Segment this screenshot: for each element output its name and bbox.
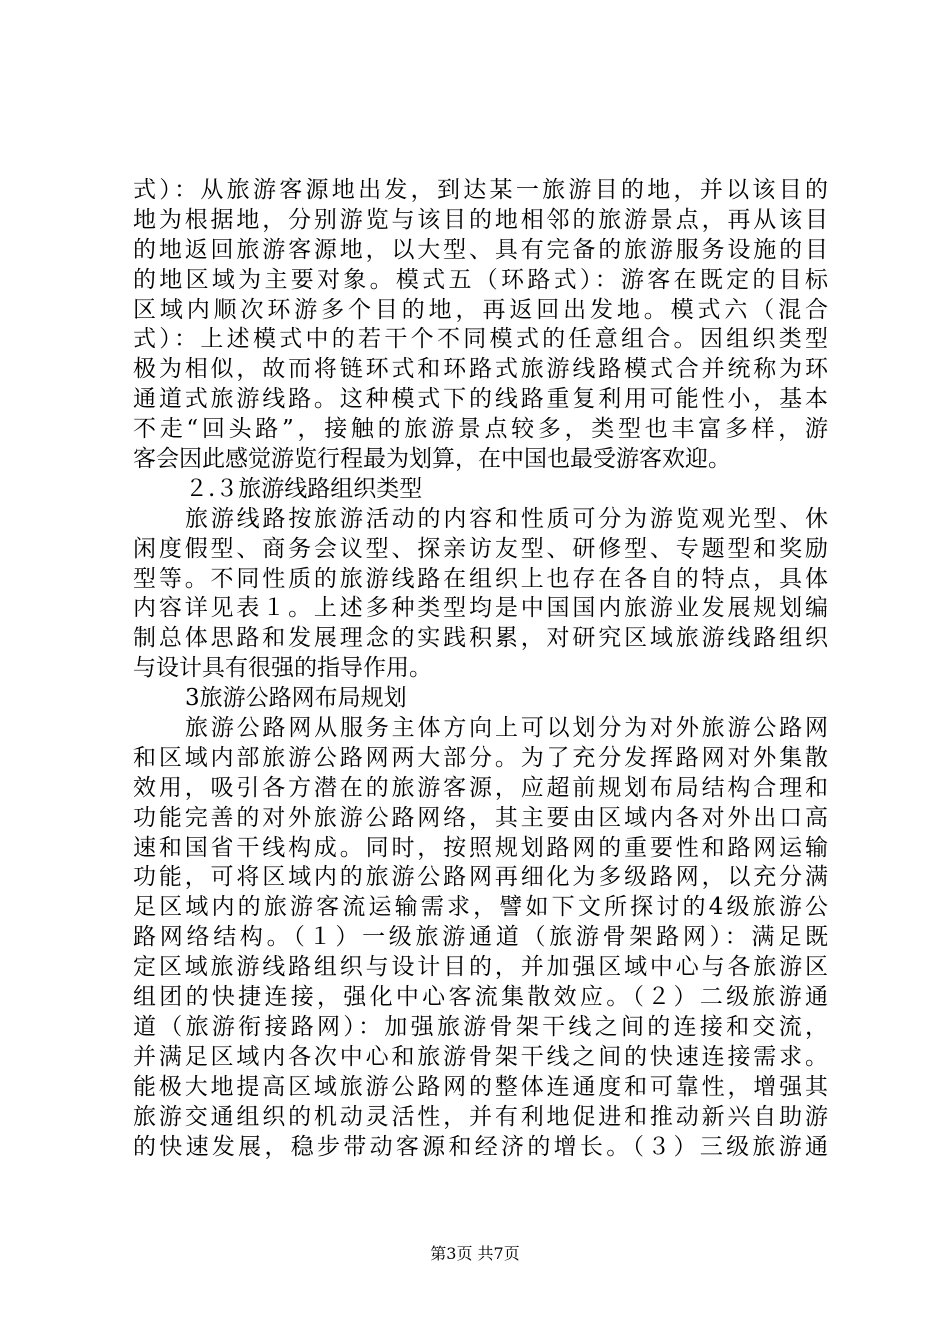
text-line: 效用，吸引各方潜在的旅游客源，应超前规划布局结构合理和 bbox=[133, 774, 828, 801]
text-line: 内容详见表１。上述多种类型均是中国国内旅游业发展规划编 bbox=[133, 595, 828, 622]
text-line: 闲度假型、商务会议型、探亲访友型、研修型、专题型和奖励 bbox=[133, 535, 828, 562]
text-line: 旅游线路按旅游活动的内容和性质可分为游览观光型、休 bbox=[185, 505, 828, 532]
text-line: 客会因此感觉游览行程最为划算，在中国也最受游客欢迎。 bbox=[133, 446, 731, 473]
text-line: 并满足区域内各次中心和旅游骨架干线之间的快速连接需求。 bbox=[133, 1043, 828, 1070]
text-line: 与设计具有很强的指导作用。 bbox=[133, 655, 432, 682]
page-number-footer: 第3页 共7页 bbox=[430, 1244, 520, 1263]
text-line: 旅游交通组织的机动灵活性，并有利地促进和推动新兴自助游 bbox=[133, 1103, 828, 1130]
text-line: 功能，可将区域内的旅游公路网再细化为多级路网，以充分满 bbox=[133, 864, 828, 891]
text-line: 型等。不同性质的旅游线路在组织上也存在各自的特点，具体 bbox=[133, 565, 828, 592]
text-line: 路网络结构。（１）一级旅游通道（旅游骨架路网）：满足既 bbox=[133, 924, 828, 951]
text-line: 组团的快捷连接，强化中心客流集散效应。（２）二级旅游通 bbox=[133, 984, 828, 1011]
text-line: 能极大地提高区域旅游公路网的整体连通度和可靠性，增强其 bbox=[133, 1073, 828, 1100]
text-line: 速和国省干线构成。同时，按照规划路网的重要性和路网运输 bbox=[133, 834, 828, 861]
text-line: 定区域旅游线路组织与设计目的，并加强区域中心与各旅游区 bbox=[133, 954, 828, 981]
text-line: 功能完善的对外旅游公路网络，其主要由区域内各对外出口高 bbox=[133, 804, 828, 831]
text-line: 和区域内部旅游公路网两大部分。为了充分发挥路网对外集散 bbox=[133, 744, 828, 771]
text-line: 的地返回旅游客源地，以大型、具有完备的旅游服务设施的目 bbox=[133, 236, 828, 263]
text-line: 道（旅游衔接路网）：加强旅游骨架干线之间的连接和交流， bbox=[133, 1013, 828, 1040]
text-line: 足区域内的旅游客流运输需求，譬如下文所探讨的4级旅游公 bbox=[133, 894, 828, 921]
text-line: 地为根据地，分别游览与该目的地相邻的旅游景点，再从该目 bbox=[133, 206, 828, 233]
text-line: 区域内顺次环游多个目的地，再返回出发地。模式六（混合 bbox=[133, 296, 828, 323]
body-text bbox=[133, 176, 828, 1162]
text-line: 的快速发展，稳步带动客源和经济的增长。（３）三级旅游通 bbox=[133, 1133, 828, 1160]
text-line: 通道式旅游线路。这种模式下的线路重复利用可能性小，基本 bbox=[133, 386, 828, 413]
text-line: 的地区域为主要对象。模式五（环路式）：游客在既定的目标 bbox=[133, 266, 828, 293]
text-line: 式）：从旅游客源地出发，到达某一旅游目的地，并以该目的 bbox=[133, 177, 828, 203]
text-line: 极为相似，故而将链环式和环路式旅游线路模式合并统称为环 bbox=[133, 356, 828, 383]
text-line: 制总体思路和发展理念的实践积累，对研究区域旅游线路组织 bbox=[133, 625, 828, 652]
section-heading: 3旅游公路网布局规划 bbox=[185, 685, 407, 712]
section-heading: ２.３旅游线路组织类型 bbox=[185, 475, 423, 502]
text-line: 式）：上述模式中的若干个不同模式的任意组合。因组织类型 bbox=[133, 326, 828, 353]
text-line: 不走“回头路”，接触的旅游景点较多，类型也丰富多样，游 bbox=[133, 416, 828, 443]
text-line: 旅游公路网从服务主体方向上可以划分为对外旅游公路网 bbox=[185, 715, 828, 742]
